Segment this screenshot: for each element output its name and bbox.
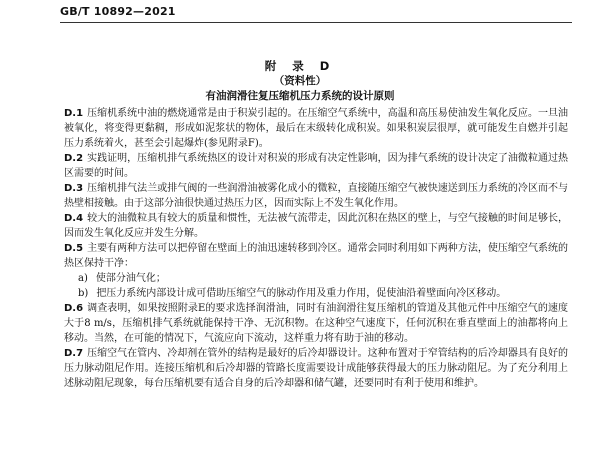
paragraph-text: 压缩空气在管内、冷却剂在管外的结构是最好的后冷却器设计。这种布置对于窄管结构的后冷却器具有良好的压力脉动阻尼作用。连接压缩机和后冷却器的管路长度需要设计成能够获得最大的压力脉动阻尼。为了充分利用上述脉动阻尼现象，每台压缩机要有适合自身的后冷却器和储气罐，还要同时有利于使用和维护。 <box>64 348 568 389</box>
list-item-a <box>64 271 568 286</box>
appendix-type: （资料性） <box>273 75 327 87</box>
paragraph-number: D.4 <box>64 213 84 224</box>
standard-code: GB/T 10892—2021 <box>60 5 176 18</box>
header-rule <box>60 22 572 23</box>
appendix-body <box>64 106 568 391</box>
paragraph-text: 调查表明，如果按照附录E的要求选择润滑油，同时有油润滑往复压缩机的管道及其他元件中压缩空气的速度大于8 m/s，压缩机排气系统就能保持干净、无沉积物。在这种空气速度下，任何沉积在垂直壁面上的油都将向上移动。当然，在可能的情况下，气流应向下流动，这样重力将有助于油的移动。 <box>64 303 568 344</box>
paragraph-text: 实践证明，压缩机排气系统热区的设计对积炭的形成有决定性影响，因为排气系统的设计决定了油微粒通过热区需要的时间。 <box>64 153 568 179</box>
paragraph-number: D.7 <box>64 348 84 359</box>
list-item-label: a) <box>78 273 88 284</box>
paragraph-d4 <box>64 211 568 241</box>
paragraph-number: D.5 <box>64 243 84 254</box>
appendix-title: 附 录 D <box>264 59 336 73</box>
paragraph-number: D.2 <box>64 153 84 164</box>
list-item-label: b) <box>78 288 89 299</box>
paragraph-text: 主要有两种方法可以把停留在壁面上的油迅速转移到冷区。通常会同时利用如下两种方法，使压缩空气系统的热区保持干净： <box>64 243 568 269</box>
paragraph-number: D.6 <box>64 303 84 314</box>
list-item-b <box>64 286 568 301</box>
paragraph-d6 <box>64 301 568 346</box>
appendix-name: 有油润滑往复压缩机压力系统的设计原则 <box>205 90 395 102</box>
paragraph-text: 较大的油微粒具有较大的质量和惯性，无法被气流带走，因此沉积在热区的壁上，与空气接触的时间足够长，因而发生氧化反应并发生分解。 <box>64 213 568 239</box>
paragraph-number: D.3 <box>64 183 84 194</box>
paragraph-d1 <box>64 106 568 151</box>
list-item-text: 把压力系统内部设计成可借助压缩空气的脉动作用及重力作用，促使油沿着壁面向冷区移动。 <box>96 288 507 299</box>
paragraph-d5 <box>64 241 568 271</box>
paragraph-number: D.1 <box>64 108 84 119</box>
paragraph-text: 压缩机排气法兰或排气阀的一些润滑油被雾化成小的微粒，直接随压缩空气被快速送到压力系统的冷区而不与热壁相接触。由于这部分油很快通过热压力区，因而实际上不发生氧化作用。 <box>64 183 568 209</box>
paragraph-d7 <box>64 346 568 391</box>
paragraph-text: 压缩机系统中油的燃烧通常是由于积炭引起的。在压缩空气系统中，高温和高压易使油发生氧化反应。一旦油被氧化，将变得更黏稠，形成如泥浆状的物体，最后在末级转化成积炭。如果积炭层很厚，就可能发生自燃并引起压力系统着火，甚至会引起爆炸(参见附录F)。 <box>64 108 568 149</box>
paragraph-d2 <box>64 151 568 181</box>
paragraph-d3 <box>64 181 568 211</box>
list-item-text: 使部分油气化； <box>95 273 166 284</box>
